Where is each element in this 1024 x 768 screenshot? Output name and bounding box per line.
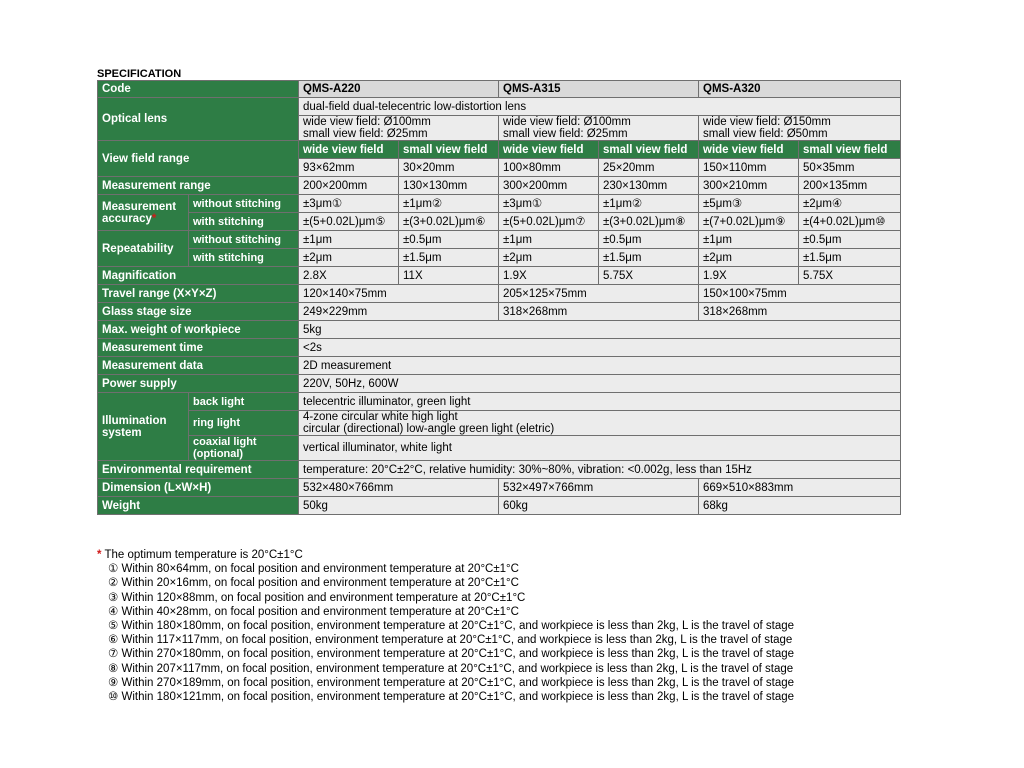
row-label: Measurement time [98,339,299,357]
row-label: View field range [98,141,299,177]
environment-row [98,461,901,479]
cell-line: small view field: Ø25mm [503,128,628,140]
row-label: Repeatability [98,231,189,267]
accuracy-label: Measurement accuracy [102,200,177,225]
table-cell: <2s [299,339,901,357]
table-cell: 130×130mm [399,177,499,195]
table-cell: 25×20mm [599,159,699,177]
sub-label: without stitching [189,195,299,213]
footnote-item: ⑧ Within 207×117mm, on focal position, environment temperature at 20°C±1°C, and workpiece is less than 2kg, L is the travel of stage [108,662,794,675]
table-cell: ±1μm [299,231,399,249]
travel-range-row [98,285,901,303]
table-cell: ±(5+0.02L)μm⑤ [299,213,399,231]
power-supply-row [98,375,901,393]
illumination-coaxial-row [98,436,901,461]
table-cell: ±1μm [499,231,599,249]
table-cell: ±0.5μm [599,231,699,249]
table-cell: vertical illuminator, white light [299,436,901,461]
magnification-row [98,267,901,285]
table-cell: ±1.5μm [599,249,699,267]
row-label: Max. weight of workpiece [98,321,299,339]
table-cell: 50kg [299,497,499,515]
optical-lens-row [98,98,901,116]
table-cell: ±1μm② [599,195,699,213]
table-cell [299,116,499,141]
table-cell: 5.75X [599,267,699,285]
optimum-note [97,548,794,562]
table-cell: 30×20mm [399,159,499,177]
table-cell: 300×210mm [699,177,799,195]
table-cell: 318×268mm [499,303,699,321]
table-cell: 50×35mm [799,159,901,177]
cell-line: (optional) [193,448,244,460]
table-cell: 60kg [499,497,699,515]
cell-line: small view field: Ø25mm [303,128,428,140]
specification-table [97,80,901,515]
table-cell: 150×100×75mm [699,285,901,303]
row-label: Illumination system [98,393,189,461]
table-cell: 669×510×883mm [699,479,901,497]
row-label: Measurement range [98,177,299,195]
table-cell: 220V, 50Hz, 600W [299,375,901,393]
table-cell [699,116,901,141]
table-cell: ±5μm③ [699,195,799,213]
table-cell: 5kg [299,321,901,339]
measurement-data-row [98,357,901,375]
table-cell: 200×200mm [299,177,399,195]
view-field-header: small view field [799,141,901,159]
table-cell: ±1μm [699,231,799,249]
footnote-item: ① Within 80×64mm, on focal position and environment temperature at 20°C±1°C [108,563,519,576]
row-label: Measurement data [98,357,299,375]
cell-line: small view field: Ø50mm [703,128,828,140]
table-cell: 5.75X [799,267,901,285]
code-row [98,81,901,98]
table-cell: 300×200mm [499,177,599,195]
table-cell: ±3μm① [299,195,399,213]
sub-label [189,436,299,461]
table-cell: 249×229mm [299,303,499,321]
footnote-item: ⑦ Within 270×180mm, on focal position, environment temperature at 20°C±1°C, and workpiece is less than 2kg, L is the travel of stage [108,648,795,661]
table-cell: ±(4+0.02L)μm⑩ [799,213,901,231]
sub-label: with stitching [189,249,299,267]
table-cell: dual-field dual-telecentric low-distortion lens [299,98,901,116]
table-cell: ±(7+0.02L)μm⑨ [699,213,799,231]
table-cell: 532×497×766mm [499,479,699,497]
model-a315: QMS-A315 [499,81,699,98]
view-field-header: wide view field [499,141,599,159]
repeatability-with-row [98,249,901,267]
page-title: SPECIFICATION [97,68,182,80]
weight-row [98,497,901,515]
footnote-item: ⑨ Within 270×189mm, on focal position, environment temperature at 20°C±1°C, and workpiece is less than 2kg, L is the travel of stage [108,676,795,689]
table-cell: 120×140×75mm [299,285,499,303]
sub-label: back light [189,393,299,411]
max-weight-row [98,321,901,339]
note-text: The optimum temperature is 20°C±1°C [104,549,303,561]
measurement-time-row [98,339,901,357]
footnote-item: ⑥ Within 117×117mm, on focal position, environment temperature at 20°C±1°C, and workpiece is less than 2kg, L is the travel of stage [108,634,793,647]
view-field-header: small view field [399,141,499,159]
row-label: Code [98,81,299,98]
row-label: Magnification [98,267,299,285]
table-cell: 230×130mm [599,177,699,195]
cell-line: circular (directional) low-angle green light (eletric) [303,423,555,435]
row-label: Optical lens [98,98,299,141]
row-label: Glass stage size [98,303,299,321]
accuracy-without-row [98,195,901,213]
table-cell: ±2μm④ [799,195,901,213]
cell-line: wide view field: Ø150mm [703,116,831,128]
cell-line: wide view field: Ø100mm [503,116,631,128]
table-cell: ±2μm [699,249,799,267]
row-label: Power supply [98,375,299,393]
table-cell: ±3μm① [499,195,599,213]
asterisk-mark: * [151,212,157,225]
sub-label: with stitching [189,213,299,231]
table-cell [299,411,901,436]
table-cell: ±(3+0.02L)μm⑧ [599,213,699,231]
footnote-item: ⑩ Within 180×121mm, on focal position, environment temperature at 20°C±1°C, and workpiece is less than 2kg, L is the travel of stage [108,691,795,704]
accuracy-with-row [98,213,901,231]
model-a220: QMS-A220 [299,81,499,98]
asterisk-mark: * [97,549,102,561]
row-label: Dimension (L×W×H) [98,479,299,497]
footnote-item: ③ Within 120×88mm, on focal position and environment temperature at 20°C±1°C [108,591,526,604]
repeatability-without-row [98,231,901,249]
footnote-item: ② Within 20×16mm, on focal position and environment temperature at 20°C±1°C [108,577,519,590]
table-cell: 318×268mm [699,303,901,321]
table-cell: 2D measurement [299,357,901,375]
table-cell: 93×62mm [299,159,399,177]
table-cell: ±2μm [299,249,399,267]
illumination-ring-row [98,411,901,436]
footnote-item: ⑤ Within 180×180mm, on focal position, environment temperature at 20°C±1°C, and workpiece is less than 2kg, L is the travel of stage [108,620,795,633]
table-cell: 68kg [699,497,901,515]
table-cell: 205×125×75mm [499,285,699,303]
table-cell: 2.8X [299,267,399,285]
table-cell: ±(5+0.02L)μm⑦ [499,213,599,231]
row-label [98,195,189,231]
table-cell: ±1.5μm [799,249,901,267]
table-cell: ±2μm [499,249,599,267]
table-cell: ±1.5μm [399,249,499,267]
table-cell: ±1μm② [399,195,499,213]
measurement-range-row [98,177,901,195]
table-cell: temperature: 20°C±2°C, relative humidity: 30%~80%, vibration: <0.002g, less than 15Hz [299,461,901,479]
row-label: Environmental requirement [98,461,299,479]
glass-stage-row [98,303,901,321]
row-label: Travel range (X×Y×Z) [98,285,299,303]
cell-line: coaxial light [193,436,257,448]
table-cell: 11X [399,267,499,285]
table-cell: 100×80mm [499,159,599,177]
table-cell: ±(3+0.02L)μm⑥ [399,213,499,231]
sub-label: without stitching [189,231,299,249]
table-cell: 200×135mm [799,177,901,195]
sub-label: ring light [189,411,299,436]
table-cell: ±0.5μm [399,231,499,249]
row-label: Weight [98,497,299,515]
table-cell: telecentric illuminator, green light [299,393,901,411]
illumination-back-row [98,393,901,411]
dimension-row [98,479,901,497]
view-field-header-row [98,141,901,159]
table-cell: 1.9X [699,267,799,285]
footnotes [97,548,794,704]
cell-line: 4-zone circular white high light [303,411,458,423]
table-cell: 532×480×766mm [299,479,499,497]
view-field-header: wide view field [699,141,799,159]
view-field-header: wide view field [299,141,399,159]
table-cell [499,116,699,141]
view-field-header: small view field [599,141,699,159]
footnote-item: ④ Within 40×28mm, on focal position and environment temperature at 20°C±1°C [108,605,519,618]
table-cell: 1.9X [499,267,599,285]
table-cell: ±0.5μm [799,231,901,249]
cell-line: wide view field: Ø100mm [303,116,431,128]
table-cell: 150×110mm [699,159,799,177]
model-a320: QMS-A320 [699,81,901,98]
